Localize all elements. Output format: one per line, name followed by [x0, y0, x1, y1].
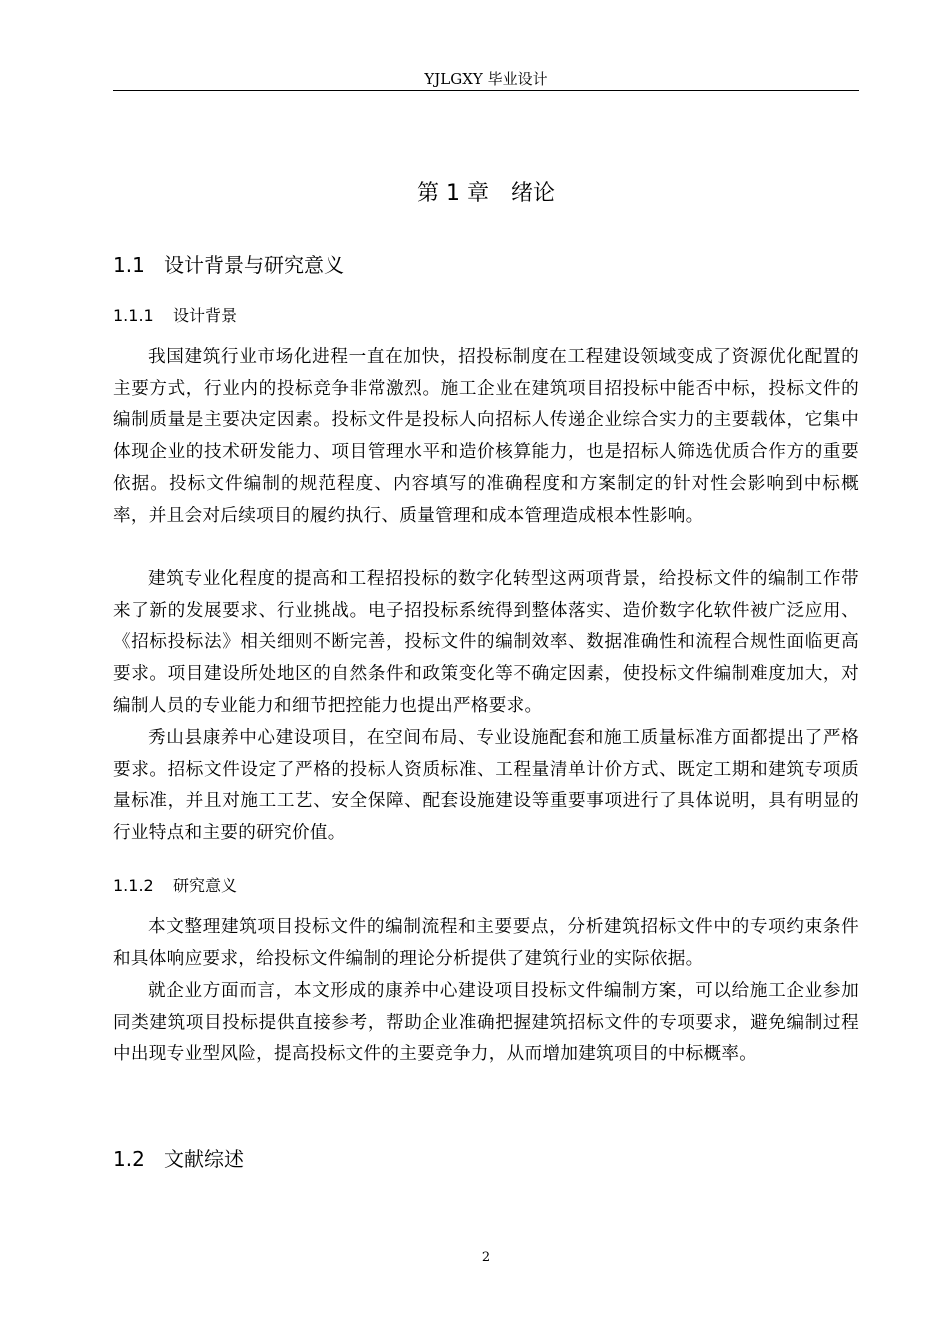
subsection-title: 研究意义 — [173, 876, 238, 895]
subsection-title: 设计背景 — [173, 306, 238, 325]
section-heading-1-1 — [113, 251, 344, 279]
section-number: 1.2 — [113, 1147, 145, 1171]
header-rule — [113, 90, 859, 91]
paragraph-research-significance-2: 就企业方面而言，本文形成的康养中心建设项目投标文件编制方案，可以给施工企业参加同类建筑项目投标提供直接参考，帮助企业准确把握建筑招标文件的专项要求，避免编制过程中出现专业型风险，提高投标文件的主要竞争力，从而增加建筑项目的中标概率。 — [113, 981, 859, 1065]
chapter-number: 第 1 章 — [417, 181, 489, 206]
subsection-number: 1.1.2 — [113, 876, 154, 895]
paragraph-design-background-2: 建筑专业化程度的提高和工程招投标的数字化转型这两项背景，给投标文件的编制工作带来了新的发展要求、行业挑战。电子招投标系统得到整体落实、造价数字化软件被广泛应用、《招标投标法》相关细则不断完善，投标文件的编制效率、数据准确性和流程合规性面临更高要求。项目建设所处地区的自然条件和政策变化等不确定因素，使投标文件编制难度加大，对编制人员的专业能力和细节把控能力也提出严格要求。 — [113, 569, 859, 716]
paragraph-design-background-1: 我国建筑行业市场化进程一直在加快，招投标制度在工程建设领域变成了资源优化配置的主要方式，行业内的投标竞争非常激烈。施工企业在建筑项目招投标中能否中标，投标文件的编制质量是主要决定因素。投标文件是投标人向招标人传递企业综合实力的主要载体，它集中体现企业的技术研发能力、项目管理水平和造价核算能力，也是招标人筛选优质合作方的重要依据。投标文件编制的规范程度、内容填写的准确程度和方案制定的针对性会影响到中标概率，并且会对后续项目的履约执行、质量管理和成本管理造成根本性影响。 — [113, 347, 859, 526]
section-heading-1-2 — [113, 1145, 244, 1173]
section-title: 设计背景与研究意义 — [164, 253, 344, 277]
paragraph-design-background-3: 秀山县康养中心建设项目，在空间布局、专业设施配套和施工质量标准方面都提出了严格要求。招标文件设定了严格的投标人资质标准、工程量清单计价方式、既定工期和建筑专项质量标准，并且对施工工艺、安全保障、配套设施建设等重要事项进行了具体说明，具有明显的行业特点和主要的研究价值。 — [113, 728, 859, 844]
page-number: 2 — [481, 1250, 491, 1265]
section-title: 文献综述 — [164, 1147, 244, 1171]
section-number: 1.1 — [113, 253, 145, 277]
subsection-number: 1.1.1 — [113, 306, 154, 325]
subsection-heading-1-1-1 — [113, 304, 237, 328]
chapter-title — [113, 178, 859, 210]
chapter-name: 绪论 — [510, 181, 555, 206]
page-header: YJLGXY 毕业设计 — [424, 70, 548, 88]
subsection-heading-1-1-2 — [113, 874, 237, 898]
paragraph-research-significance-1: 本文整理建筑项目投标文件的编制流程和主要要点，分析建筑招标文件中的专项约束条件和具体响应要求，给投标文件编制的理论分析提供了建筑行业的实际依据。 — [113, 917, 859, 969]
